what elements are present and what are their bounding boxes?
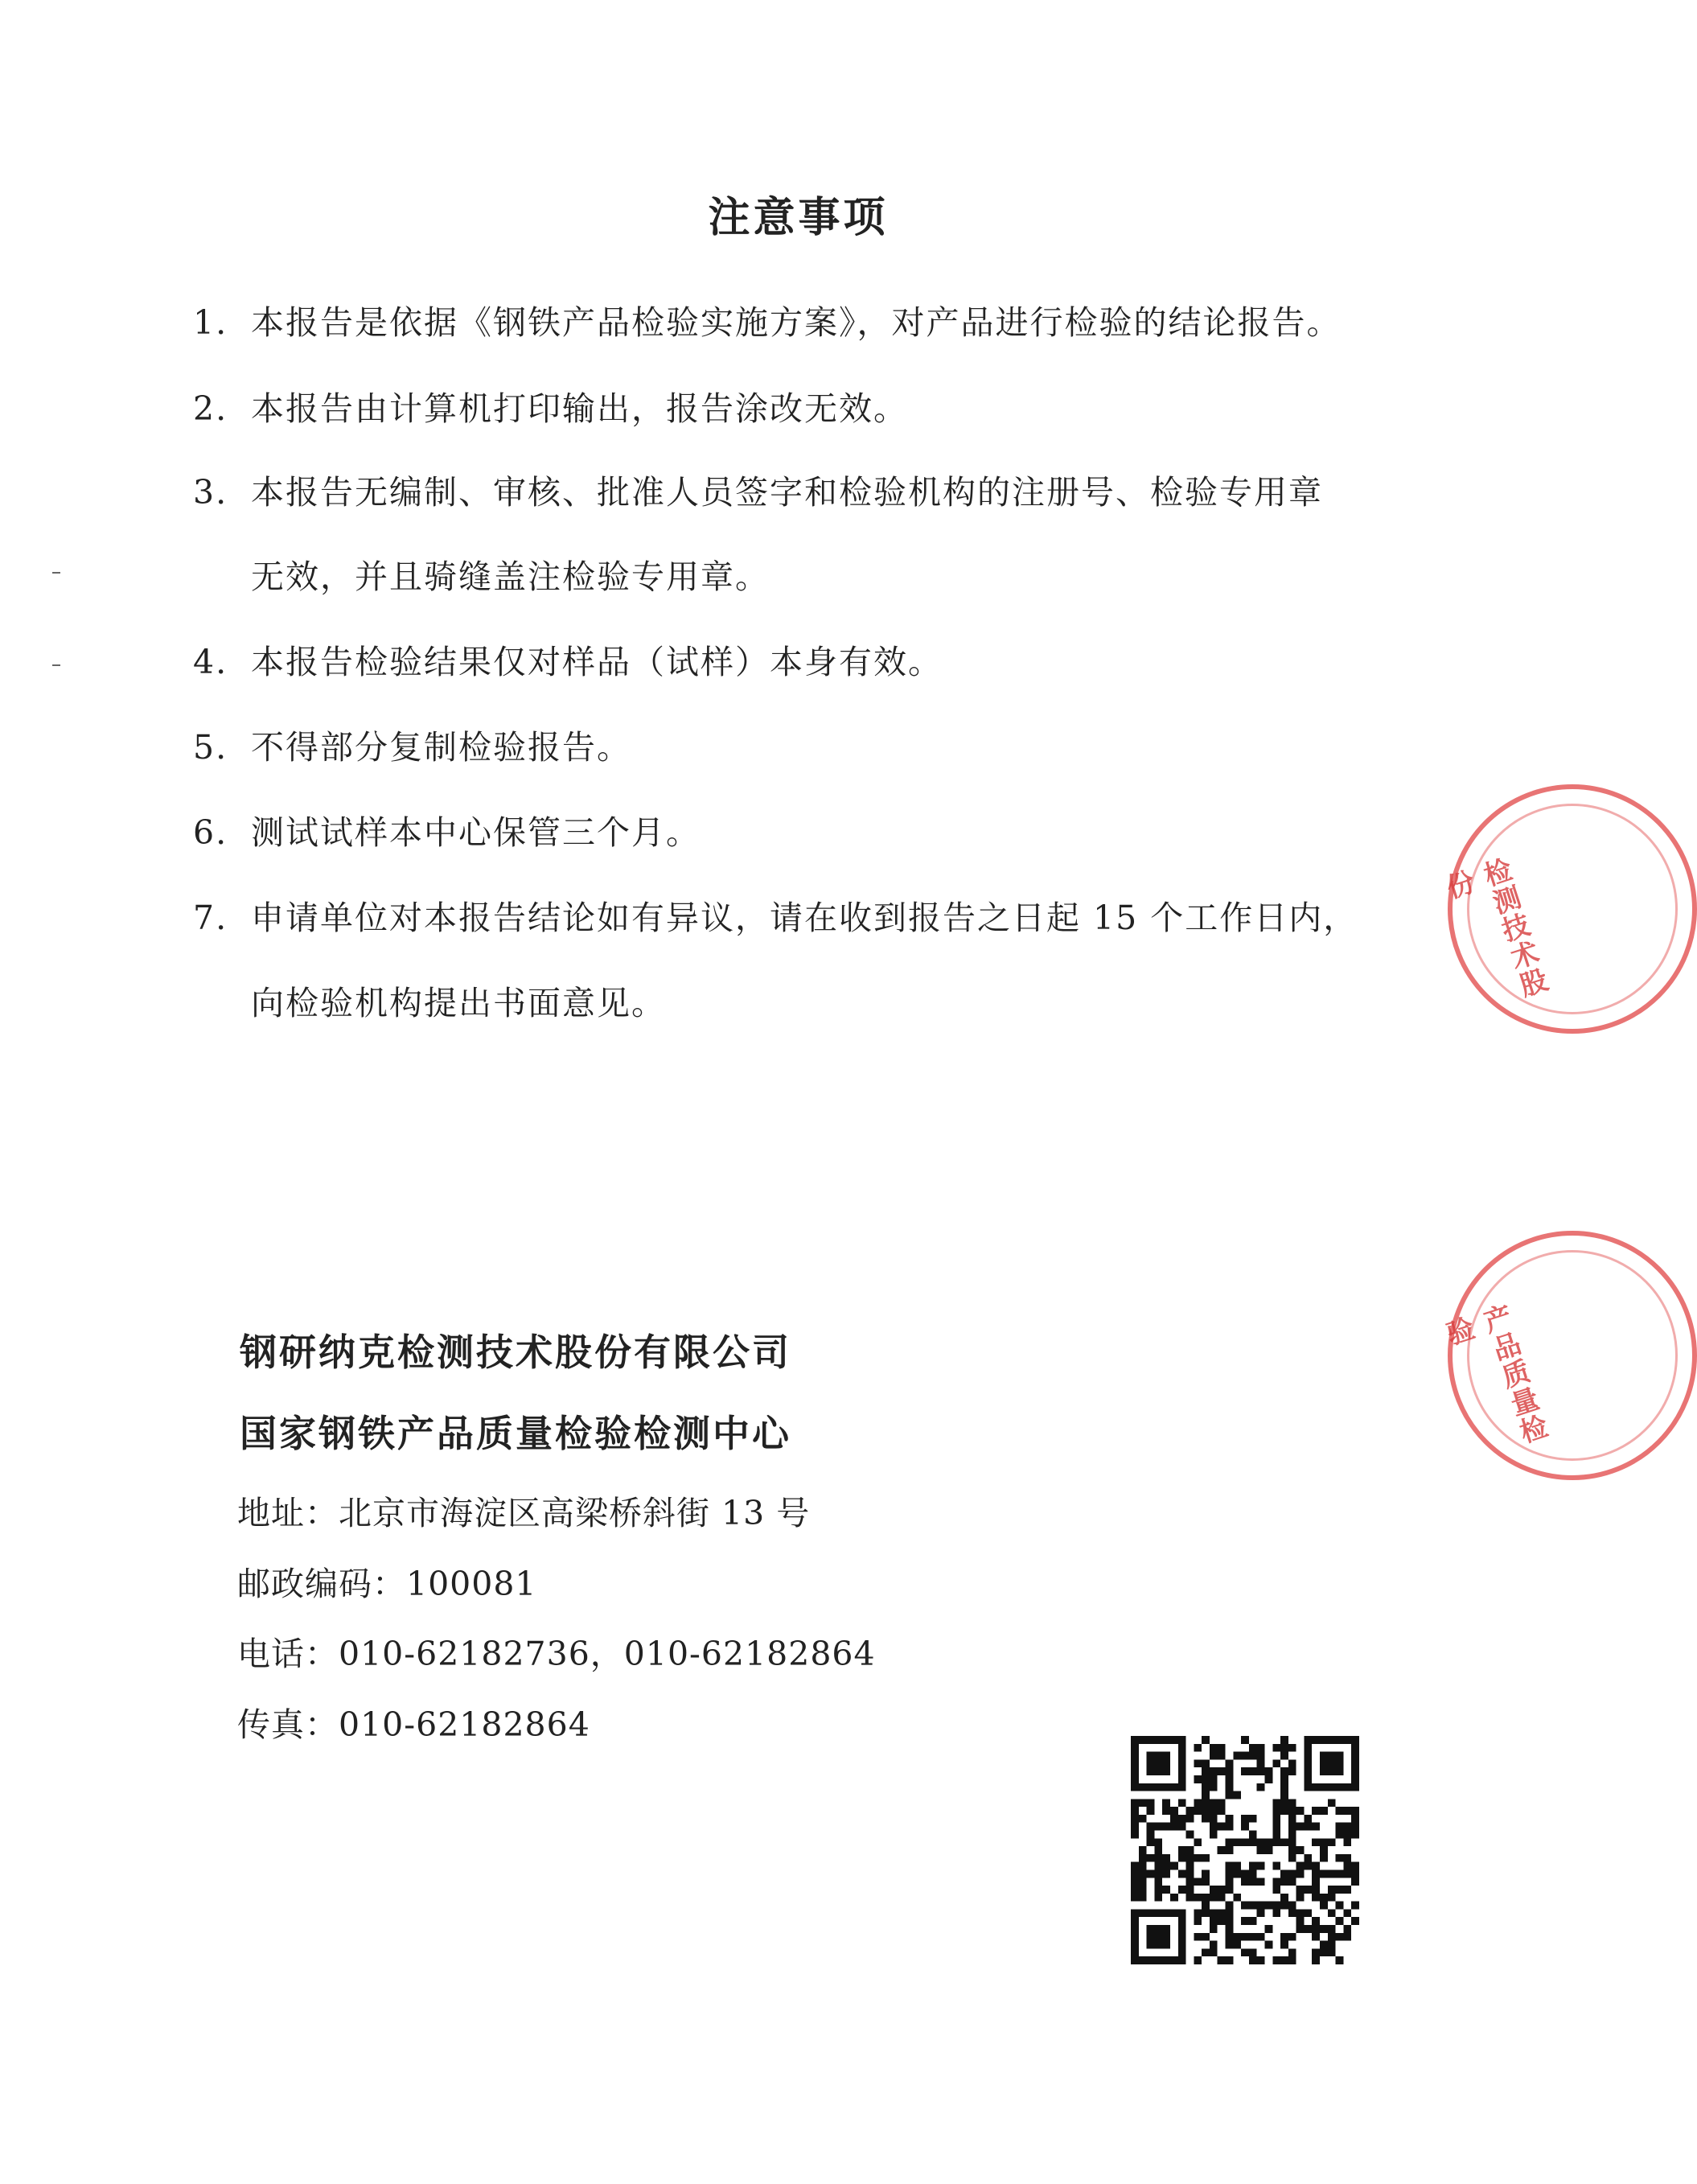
notice-number: 7.: [193, 899, 228, 937]
official-seal-1: [1438, 784, 1697, 1034]
notice-item-2: [193, 385, 908, 432]
notice-number: 4.: [193, 643, 228, 681]
notice-text: 本报告由计算机打印输出，报告涂改无效。: [251, 389, 908, 428]
qr-code-icon: [1131, 1736, 1359, 1964]
notice-text: 本报告检验结果仅对样品（试样）本身有效。: [251, 643, 943, 681]
scan-mark: [52, 664, 60, 666]
seal-text: 产品质量检验: [1438, 1301, 1551, 1450]
notice-number: 1.: [193, 303, 228, 342]
notice-number: 5.: [193, 728, 228, 767]
notice-item-3-continued: 无效，并且骑缝盖注检验专用章。: [251, 557, 770, 596]
postcode: 邮政编码：100081: [237, 1565, 537, 1603]
page-title: 注意事项: [708, 193, 889, 242]
notice-text: 本报告是依据《钢铁产品检验实施方案》，对产品进行检验的结论报告。: [251, 303, 1342, 342]
company-name: 钢研纳克检测技术股份有限公司: [240, 1331, 791, 1374]
scan-mark: [52, 572, 60, 574]
center-name: 国家钢铁产品质量检验检测中心: [240, 1412, 791, 1455]
notice-item-3: [193, 469, 1323, 516]
fax: 传真：010-62182864: [237, 1705, 590, 1744]
notice-text: 不得部分复制检验报告。: [251, 728, 631, 767]
seal-text: 检测技术股份: [1438, 854, 1551, 1003]
phone: 电话：010-62182736，010-62182864: [237, 1635, 876, 1673]
notice-text: 申请单位对本报告结论如有异议，请在收到报告之日起 15 个工作日内，: [251, 899, 1358, 937]
notice-item-1: [193, 299, 1342, 346]
notice-text: 本报告无编制、审核、批准人员签字和检验机构的注册号、检验专用章: [251, 473, 1323, 512]
address: 地址：北京市海淀区高梁桥斜街 13 号: [237, 1494, 811, 1532]
notice-item-4: [193, 639, 943, 685]
notice-number: 2.: [193, 389, 228, 428]
notice-text: 测试试样本中心保管三个月。: [251, 813, 701, 852]
notice-item-5: [193, 724, 631, 771]
notice-number: 6.: [193, 813, 228, 852]
notice-item-6: [193, 809, 701, 856]
notice-number: 3.: [193, 473, 228, 512]
notice-item-7-continued: 向检验机构提出书面意见。: [251, 984, 666, 1022]
notice-item-7: [193, 895, 1358, 941]
official-seal-2: [1438, 1231, 1697, 1480]
